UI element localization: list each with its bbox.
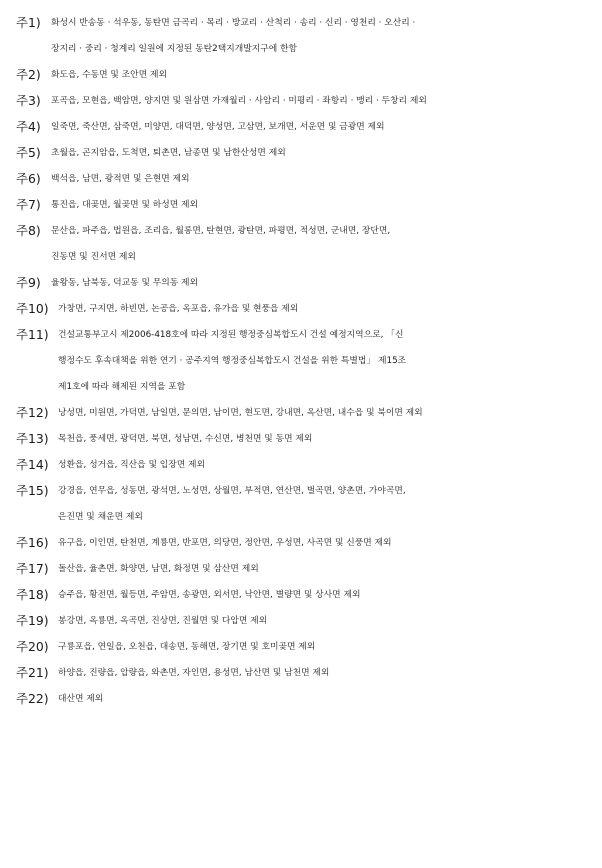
footnote-item <box>0 556 602 582</box>
footnote-text-line: 율왕동, 남북동, 덕교동 및 무의동 제외 <box>51 278 199 288</box>
footnote-item <box>0 686 602 712</box>
footnote-item <box>0 660 602 686</box>
footnote-text-line: 목천읍, 풍세면, 광덕면, 북면, 성남면, 수신면, 병천면 및 동면 제외 <box>58 434 313 444</box>
footnote-text-line: 성환읍, 성거읍, 직산읍 및 입장면 제외 <box>58 460 206 470</box>
footnote-marker: 주12) <box>16 405 49 420</box>
footnote-marker: 주13) <box>16 431 49 446</box>
footnote-item <box>0 426 602 452</box>
footnote-item <box>0 452 602 478</box>
footnote-item <box>0 400 602 426</box>
footnote-text-line: 장지리 · 중리 · 청계리 일원에 지정된 동탄2택지개발지구에 한함 <box>51 44 298 54</box>
footnote-marker: 주17) <box>16 561 49 576</box>
footnote-item <box>0 62 602 88</box>
footnote-text-line: 일죽면, 죽산면, 삼죽면, 미양면, 대덕면, 양성면, 고삼면, 보개면, 서운면 및 금광면 제외 <box>51 122 385 132</box>
footnote-item <box>0 608 602 634</box>
footnote-marker: 주10) <box>16 301 49 316</box>
footnote-marker: 주1) <box>16 15 41 30</box>
footnote-marker: 주14) <box>16 457 49 472</box>
footnote-item <box>0 114 602 140</box>
footnote-item <box>0 88 602 114</box>
footnote-text-line: 은진면 및 채운면 제외 <box>58 512 143 522</box>
footnote-text-line: 화성시 반송동 · 석우동, 동탄면 금곡리 · 목리 · 방교리 · 산척리 · 송리 · 신리 · 영천리 · 오산리 · <box>51 18 416 28</box>
footnote-text-line: 통진읍, 대곶면, 월곶면 및 하성면 제외 <box>51 200 199 210</box>
footnote-item <box>0 530 602 556</box>
footnote-text-line: 가창면, 구지면, 하빈면, 논공읍, 옥포읍, 유가읍 및 현풍읍 제외 <box>58 304 299 314</box>
footnote-text-line: 구룡포읍, 연일읍, 오천읍, 대송면, 동해면, 장기면 및 호미곶면 제외 <box>58 642 316 652</box>
footnote-text-line: 낭성면, 미원면, 가덕면, 남일면, 문의면, 남이면, 현도면, 강내면, 옥산면, 내수읍 및 북이면 제외 <box>58 408 423 418</box>
footnote-marker: 주5) <box>16 145 41 160</box>
footnote-text-line: 하양읍, 진량읍, 압량읍, 와촌면, 자인면, 용성면, 남산면 및 남천면 제외 <box>58 668 330 678</box>
footnote-marker: 주19) <box>16 613 49 628</box>
footnote-marker: 주20) <box>16 639 49 654</box>
footnote-text-line: 진동면 및 진서면 제외 <box>51 252 136 262</box>
footnote-text-line: 봉강면, 옥룡면, 옥곡면, 진상면, 진월면 및 다압면 제외 <box>58 616 268 626</box>
footnote-text-line: 행정수도 후속대책을 위한 연기 · 공주지역 행정중심복합도시 건설을 위한 특별법」 제15조 <box>58 356 407 366</box>
footnote-marker: 주21) <box>16 665 49 680</box>
footnote-marker: 주18) <box>16 587 49 602</box>
footnote-item <box>0 582 602 608</box>
footnote-marker: 주22) <box>16 691 49 706</box>
footnote-item <box>0 192 602 218</box>
footnote-text-line: 초월읍, 곤지암읍, 도척면, 퇴촌면, 남종면 및 남한산성면 제외 <box>51 148 286 158</box>
footnote-text-line: 유구읍, 이인면, 탄천면, 계룡면, 반포면, 의당면, 정안면, 우성면, 사곡면 및 신풍면 제외 <box>58 538 392 548</box>
footnote-marker: 주11) <box>16 327 49 342</box>
footnote-marker: 주4) <box>16 119 41 134</box>
footnote-marker: 주8) <box>16 223 41 238</box>
footnote-item <box>0 166 602 192</box>
footnote-text-line: 대산면 제외 <box>58 694 104 704</box>
footnote-marker: 주15) <box>16 483 49 498</box>
footnote-text-line: 돌산읍, 율촌면, 화양면, 남면, 화정면 및 삼산면 제외 <box>58 564 259 574</box>
footnote-item <box>0 634 602 660</box>
footnote-text-line: 문산읍, 파주읍, 법원읍, 조리읍, 월롱면, 탄현면, 광탄면, 파평면, 적성면, 군내면, 장단면, <box>51 226 391 236</box>
footnote-text-line: 승주읍, 황전면, 월등면, 주암면, 송광면, 외서면, 낙안면, 별량면 및 상사면 제외 <box>58 590 361 600</box>
footnote-marker: 주16) <box>16 535 49 550</box>
footnote-text-line: 화도읍, 수동면 및 조안면 제외 <box>51 70 167 80</box>
footnote-item <box>0 218 602 270</box>
footnote-marker: 주9) <box>16 275 41 290</box>
footnote-marker: 주6) <box>16 171 41 186</box>
footnote-item <box>0 322 602 400</box>
footnote-text-line: 백석읍, 남면, 광적면 및 은현면 제외 <box>51 174 190 184</box>
footnote-item <box>0 140 602 166</box>
footnote-text-line: 강경읍, 연무읍, 성동면, 광석면, 노성면, 상월면, 부적면, 연산면, 벌곡면, 양촌면, 가야곡면, <box>58 486 406 496</box>
footnote-marker: 주2) <box>16 67 41 82</box>
footnote-marker: 주3) <box>16 93 41 108</box>
footnote-item <box>0 270 602 296</box>
footnote-item <box>0 296 602 322</box>
footnote-text-line: 건설교통부고시 제2006-418호에 따라 지정된 행정중심복합도시 건설 예정지역으로, 「신 <box>58 330 404 340</box>
footnote-marker: 주7) <box>16 197 41 212</box>
footnote-text-line: 제1호에 따라 해제된 지역을 포함 <box>58 382 186 392</box>
footnote-item <box>0 10 602 62</box>
footnote-text-line: 포곡읍, 모현읍, 백암면, 양지면 및 원삼면 가재월리 · 사암리 · 미평리 · 좌항리 · 맹리 · 두창리 제외 <box>51 96 427 106</box>
footnote-item <box>0 478 602 530</box>
